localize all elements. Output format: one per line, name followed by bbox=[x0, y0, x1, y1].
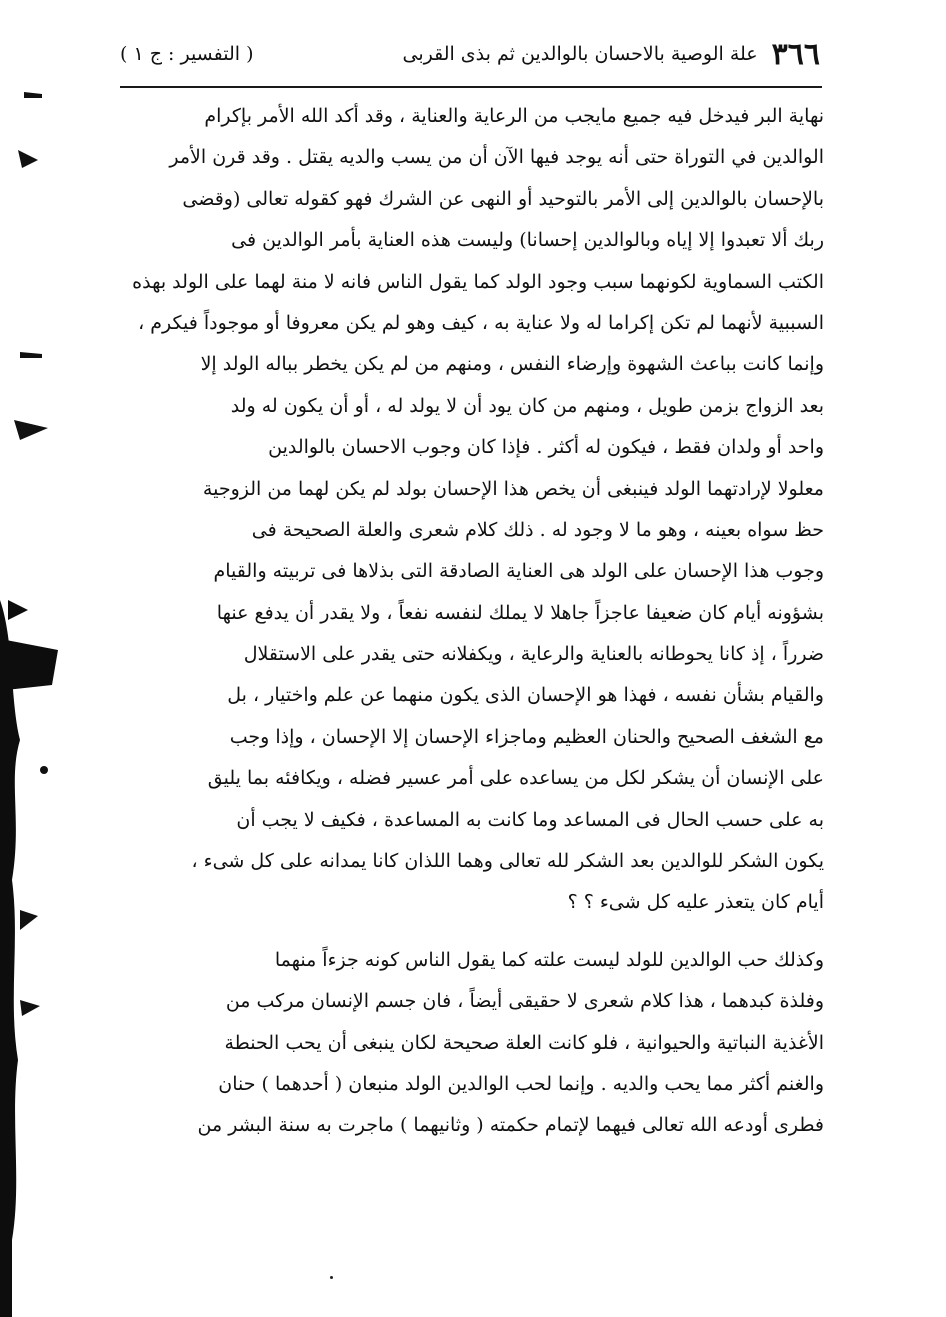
text-line: معلولا لإرادتهما الولد فينبغى أن يخص هذا الإحسان بولد لم يكن لهما من الزوجية bbox=[202, 477, 824, 500]
text-line: يكون الشكر للوالدين بعد الشكر لله تعالى وهما اللذان كانا يمدانه على كل شىء ، bbox=[191, 850, 824, 873]
text-line: بشؤونه أيام كان ضعيفا عاجزاً جاهلا لا يملك لنفسه نفعاً ، ولا يقدر أن يدفع عنها bbox=[216, 601, 824, 624]
text-line: الأغذية النباتية والحيوانية ، فلو كانت العلة صحيحة لكان ينبغى أن يحب الحنطة bbox=[224, 1031, 824, 1054]
text-line: فطرى أودعه الله تعالى فيهما لإتمام حكمته ( وثانيهما ) ماجرت به سنة البشر من bbox=[197, 1114, 824, 1137]
text-line: حظ سواه بعينه ، وهو ما لا وجود له . ذلك كلام شعرى والعلة الصحيحة فى bbox=[251, 518, 824, 541]
text-line: مع الشغف الصحيح والحنان العظيم وماجزاء الإحسان إلا الإحسان ، وإذا وجب bbox=[229, 725, 824, 748]
text-line: وفلذة كبدهما ، هذا كلام شعرى لا حقيقى أيضاً ، فان جسم الإنسان مركب من bbox=[225, 990, 824, 1013]
text-line: نهاية البر فيدخل فيه جميع مايجب من الرعاية والعناية ، وقد أكد الله الأمر بإكرام bbox=[204, 105, 824, 127]
text-line: بعد الزواج بزمن طويل ، ومنهم من كان يود أن لا يولد له ، أو أن يكون له ولد bbox=[230, 394, 824, 417]
text-line: الوالدين في التوراة حتى أنه يوجد فيها الآن أن من يسب والديه يقتل . وقد قرن الأمر bbox=[169, 146, 824, 169]
text-line: وكذلك حب الوالدين للولد ليست علته كما يقول الناس كونه جزءاً منهما bbox=[274, 948, 824, 971]
text-line: أيام كان يتعذر عليه كل شىء ؟ ؟ bbox=[567, 891, 824, 914]
paragraph-1 bbox=[118, 96, 824, 924]
page-header bbox=[120, 34, 820, 74]
page-number: ٣٦٦ bbox=[771, 36, 820, 72]
text-line: والغنم أكثر مما يحب والديه . وإنما لحب الوالدين الولد منبعان ( أحدهما ) حنان bbox=[218, 1072, 824, 1095]
text-line: الكتب السماوية لكونهما سبب وجود الولد كما يقول الناس فانه لا منة لهما على الولد بهذه bbox=[132, 270, 824, 293]
text-line: والقيام بشأن نفسه ، فهذا هو الإحسان الذى يكون منهما عن علم واختيار ، بل bbox=[227, 684, 824, 707]
text-line: وإنما كانت بباعث الشهوة وإرضاء النفس ، ومنهم من لم يكن يخطر بباله الولد إلا bbox=[200, 353, 824, 376]
text-line: واحد أو ولدان فقط ، فيكون له أكثر . فإذا كان وجوب الاحسان بالوالدين bbox=[268, 436, 824, 459]
text-line: بالإحسان بالوالدين إلى الأمر بالتوحيد أو النهى عن الشرك فهو كقوله تعالى (وقضى bbox=[182, 187, 824, 210]
text-line: وجوب هذا الإحسان على الولد هى العناية الصادقة التى بذلاها فى تربيته والقيام bbox=[213, 560, 824, 583]
header-divider bbox=[120, 86, 822, 88]
text-line: السببية لأنهما لم تكن إكراما له ولا عناية به ، كيف وهو لم يكن معروفا أو موجوداً فيكرم ، bbox=[138, 311, 824, 334]
paragraph-2 bbox=[118, 940, 824, 1147]
scan-speck bbox=[330, 1276, 333, 1279]
text-line: على الإنسان أن يشكر لكل من يساعده على أمر عسير فضله ، ويكافئه بما يليق bbox=[207, 767, 824, 790]
text-line: به على حسب الحال فى المساعد وما كانت به المساعدة ، فكيف لا يجب أن bbox=[236, 808, 824, 831]
paragraph-gap bbox=[118, 924, 824, 940]
binding-shadow bbox=[0, 0, 60, 1317]
text-line: ربك ألا تعبدوا إلا إياه وبالوالدين إحسانا) وليست هذه العناية بأمر الوالدين فى bbox=[231, 229, 824, 252]
text-line: ضرراً ، إذ كانا يحوطانه بالعناية والرعاية ، ويكفلانه حتى يقدر على الاستقلال bbox=[243, 643, 824, 666]
running-title: علة الوصية بالاحسان بالوالدين ثم بذى القربى bbox=[402, 43, 758, 65]
section-reference: ( التفسير : ج ١ ) bbox=[120, 43, 254, 65]
body-text bbox=[118, 96, 824, 1147]
